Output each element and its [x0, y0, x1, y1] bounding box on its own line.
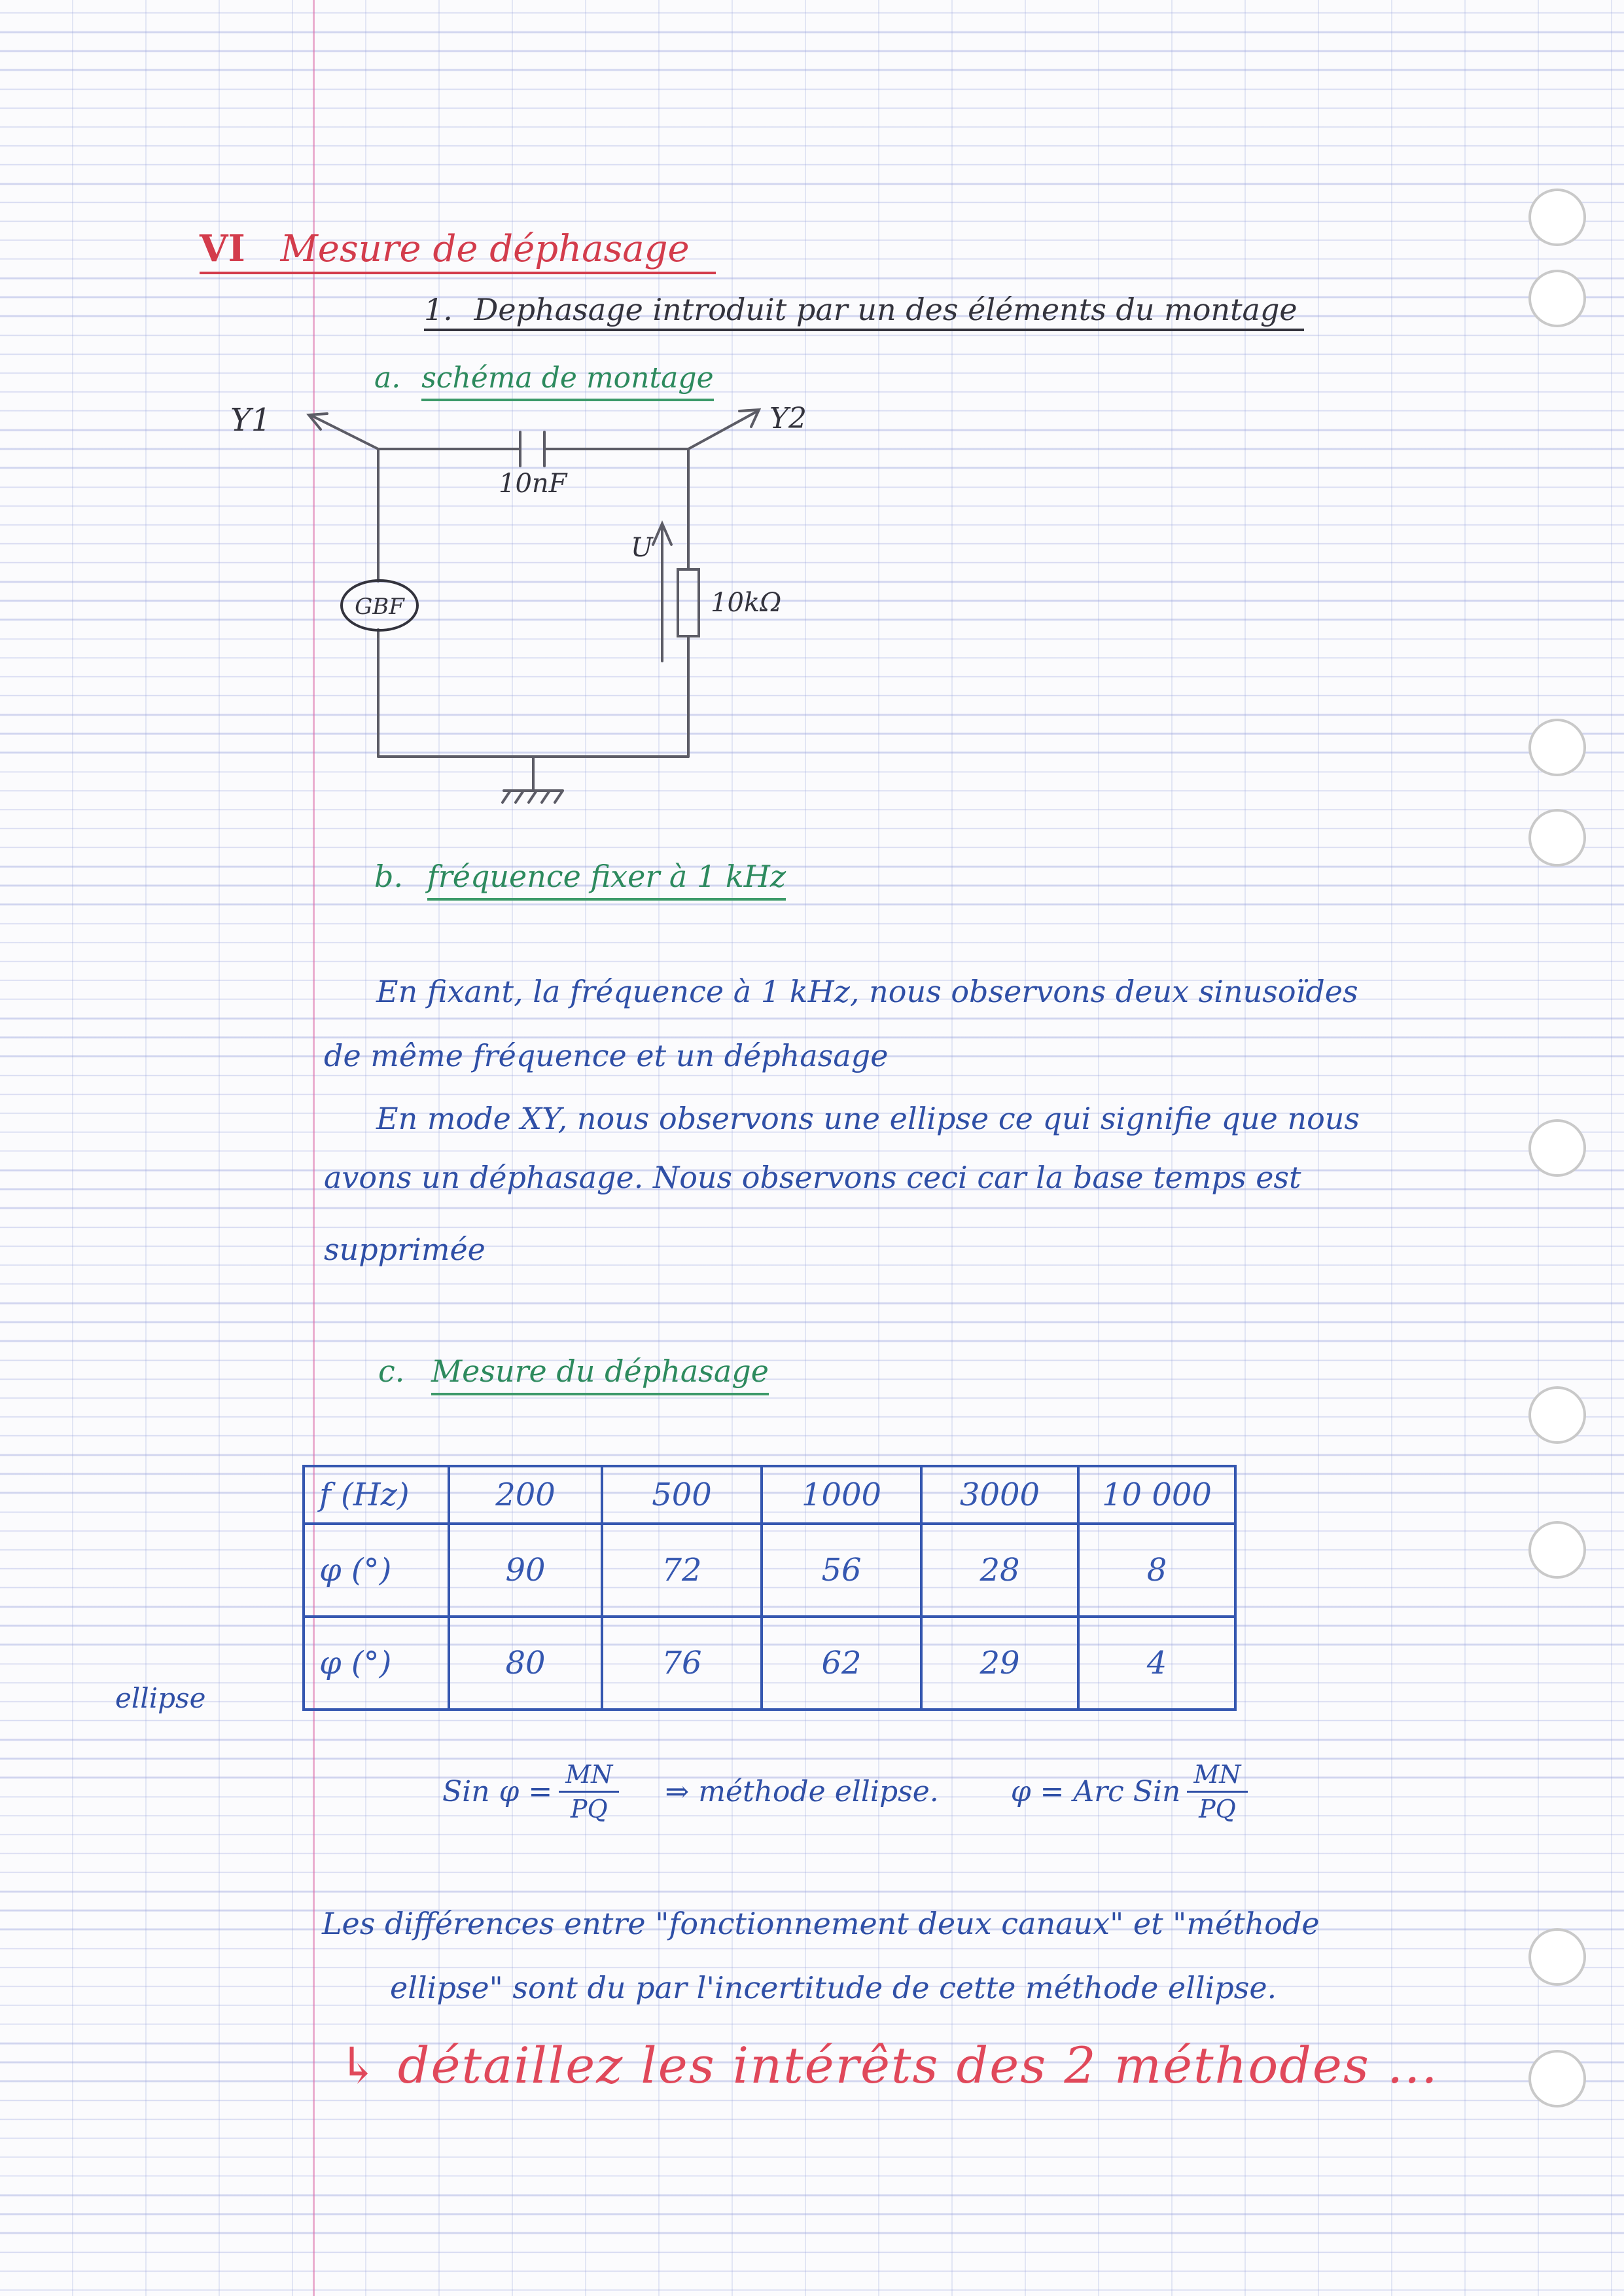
phase-measurement-table [302, 1465, 1237, 1711]
section-1-number: 1. [424, 292, 453, 327]
phase-ellipse-cell: 62 [762, 1617, 921, 1710]
subsection-c-title: Mesure du déphasage [431, 1354, 769, 1395]
subsection-b-label: b. [374, 859, 404, 894]
frequency-cell: 3000 [921, 1466, 1078, 1524]
voltage-label: U [631, 533, 653, 563]
frequency-cell: 10 000 [1078, 1466, 1235, 1524]
paragraph-line: avons un déphasage. Nous observons ceci car la base temps est [324, 1160, 1301, 1195]
formula-rhs-fraction [1187, 1762, 1247, 1821]
capacitor-label: 10nF [499, 469, 567, 499]
binder-hole [1528, 1521, 1586, 1579]
heading-title: Mesure de déphasage [280, 228, 690, 270]
conclusion-line: ellipse" sont du par l'incertitude de cette méthode ellipse. [390, 1970, 1277, 2005]
frequency-cell: 200 [449, 1466, 602, 1524]
formula-rhs: φ = Arc Sin [1010, 1774, 1181, 1808]
frequency-cell: 1000 [762, 1466, 921, 1524]
subsection-b-title: fréquence fixer à 1 kHz [427, 859, 786, 901]
circuit-diagram [0, 0, 1624, 851]
frequency-cell: 500 [602, 1466, 762, 1524]
binder-hole [1528, 2050, 1586, 2108]
phase-ellipse-cell: 80 [449, 1617, 602, 1710]
conclusion-line: Les différences entre "fonctionnement deux canaux" et "méthode [322, 1906, 1320, 1941]
generator-label: GBF [355, 594, 404, 620]
ellipse-side-note: ellipse [115, 1682, 206, 1714]
formula-denominator: PQ [570, 1795, 608, 1823]
probe-y2-label: Y2 [769, 402, 807, 435]
formula-fraction [559, 1762, 619, 1821]
formula-rhs-numerator: MN [1187, 1762, 1247, 1793]
table-row [304, 1466, 1235, 1524]
paragraph-line: En mode XY, nous observons une ellipse ce qui signifie que nous [376, 1101, 1360, 1136]
formula-method-text: ⇒ méthode ellipse. [665, 1774, 939, 1808]
phase-cell: 72 [602, 1524, 762, 1617]
phase-ellipse-row-label: φ (°) [304, 1617, 449, 1710]
subsection-c [378, 1354, 769, 1389]
paragraph-line: En fixant, la fréquence à 1 kHz, nous observons deux sinusoïdes [376, 974, 1358, 1009]
subsection-a-label: a. [374, 361, 401, 395]
paragraph-line: supprimée [324, 1232, 485, 1267]
teacher-comment: ↳ détaillez les intérêts des 2 méthodes ... [338, 2036, 1439, 2094]
table-row [304, 1524, 1235, 1617]
phase-cell: 28 [921, 1524, 1078, 1617]
subsection-c-label: c. [378, 1354, 405, 1389]
resistor-label: 10kΩ [711, 588, 782, 618]
subsection-b [374, 859, 786, 894]
phase-ellipse-cell: 4 [1078, 1617, 1235, 1710]
phase-cell: 8 [1078, 1524, 1235, 1617]
table-row [304, 1617, 1235, 1710]
phase-ellipse-cell: 29 [921, 1617, 1078, 1710]
subsection-a-title: schéma de montage [421, 361, 713, 401]
phase-cell: 56 [762, 1524, 921, 1617]
probe-y1-label: Y1 [230, 402, 272, 439]
heading-roman-numeral: VI [200, 227, 245, 270]
phase-cell: 90 [449, 1524, 602, 1617]
formula-lhs: Sin φ = [442, 1774, 553, 1808]
phase-row-label: φ (°) [304, 1524, 449, 1617]
paragraph-line: de même fréquence et un déphasage [324, 1038, 889, 1073]
formula-rhs-denominator: PQ [1199, 1795, 1236, 1823]
phase-formula [442, 1762, 1254, 1821]
binder-hole [1528, 1928, 1586, 1986]
phase-ellipse-cell: 76 [602, 1617, 762, 1710]
section-1-text: Dephasage introduit par un des éléments du montage [474, 292, 1297, 327]
frequency-header: f (Hz) [304, 1466, 449, 1524]
binder-hole [1528, 1119, 1586, 1177]
binder-hole [1528, 1386, 1586, 1444]
formula-numerator: MN [559, 1762, 619, 1793]
